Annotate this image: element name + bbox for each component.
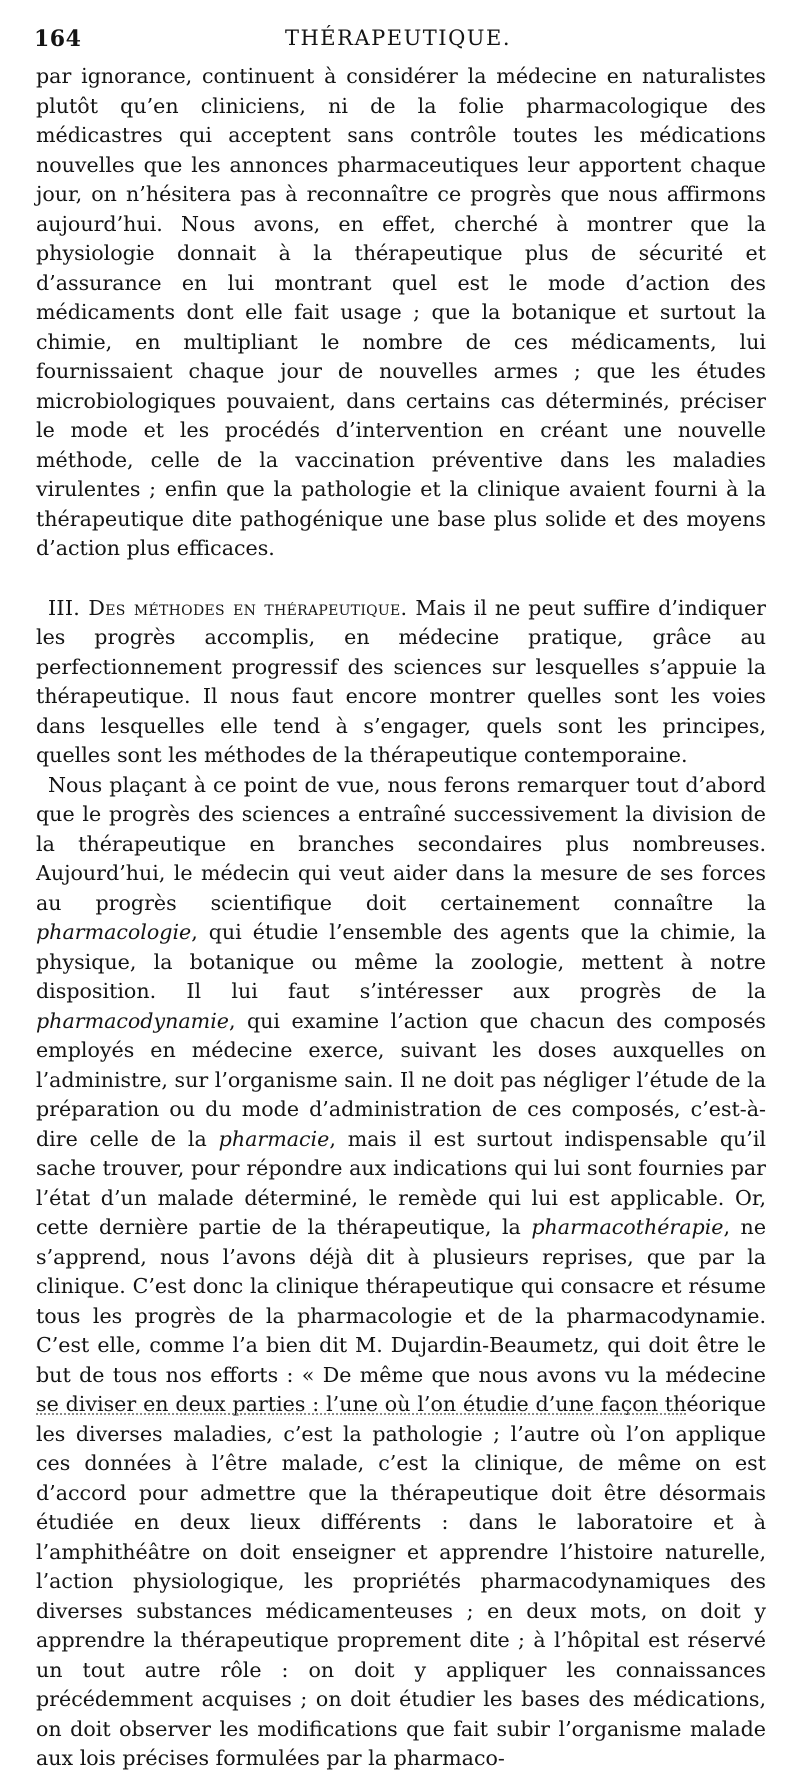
footer-rule	[36, 1413, 686, 1415]
paragraph-3-segment: , mais il est surtout indispensable qu’il sache trouver, pour répondre aux indications qui lui sont fournies par l’état d’un malade déterminé, le remède qui lui est applicable. Or, cette dernière partie de la thérapeutique, la	[36, 1126, 766, 1239]
paragraph-2	[36, 594, 766, 771]
section-title: Des méthodes en thérapeutique.	[88, 595, 408, 620]
paragraph-3-segment: Nous plaçant à ce point de vue, nous ferons remarquer tout d’abord que le progrès des sciences a entraîné successivement la division de la thérapeutique en branches secondaires plus nombreuses. Aujourd’hui, le médecin qui veut aider dans la mesure de ses forces au progrès scientifique doit certainement connaître la	[36, 772, 766, 915]
running-head: THÉRAPEUTIQUE.	[284, 26, 511, 50]
body-text	[36, 62, 766, 1774]
term-pharmacologie: pharmacologie	[36, 920, 192, 944]
page-number: 164	[34, 26, 82, 52]
term-pharmacie: pharmacie	[218, 1126, 330, 1151]
paragraph-3-segment: , ne s’apprend, nous l’avons déjà dit à plusieurs reprises, que par la clinique. C’est donc la clinique thérapeutique qui consacre et résume tous les progrès de la pharmacologie et de la pharmacodynamie. C’est elle, comme l’a bien dit M. Dujardin-Beaumetz, qui doit être le but de tous nos efforts : « De même que nous avons vu la médecine se diviser en deux parties : l’une où l’on étudie d’une façon théorique les diverses maladies, c’est la pathologie ; l’autre où l’on applique ces données à l’être malade, c’est la clinique, de même on est d’accord pour admettre que la thérapeutique doit être désormais étudiée en deux lieux différents : dans le laboratoire et à l’amphithéâtre on doit enseigner et apprendre l’histoire naturelle, l’action physiologique, les propriétés pharmacodynamiques des diverses substances médicamenteuses ; en deux mots, on doit y apprendre la thérapeutique proprement dite ; à l’hôpital est réservé un tout autre rôle : on doit y appliquer les connaissances précédemment acquises ; on doit étudier les bases des médications, on doit observer les modifications que fait subir l’organisme malade aux lois précises formulées par la pharmaco-	[36, 1215, 766, 1770]
section-spacer	[36, 564, 766, 594]
section-number: III.	[48, 595, 81, 620]
paragraph-1: par ignorance, continuent à considérer la médecine en naturalistes plutôt qu’en cliniciens, ni de la folie pharmacologique des médicastres qui acceptent sans contrôle toutes les médications nouvelles que les annonces pharmaceutiques leur apportent chaque jour, on n’hésitera pas à reconnaître ce progrès que nous affirmons aujourd’hui. Nous avons, en effet, cherché à montrer que la physiologie donnait à la thérapeutique plus de sécurité et d’assurance en lui montrant quel est le mode d’action des médicaments dont elle fait usage ; que la botanique et surtout la chimie, en multipliant le nombre de ces médicaments, lui fournissaient chaque jour de nouvelles armes ; que les études microbiologiques pouvaient, dans certains cas déterminés, préciser le mode et les procédés d’intervention en créant une nouvelle méthode, celle de la vaccination préventive dans les maladies virulentes ; enfin que la pathologie et la clinique avaient fourni à la thérapeutique dite pathogénique une base plus solide et des moyens d’action plus efficaces.	[36, 64, 766, 560]
page-header	[34, 18, 762, 58]
term-pharmacotherapie: pharmacothérapie	[531, 1215, 724, 1239]
term-pharmacodynamie: pharmacodynamie	[36, 1008, 229, 1033]
paragraph-3-segment: , qui étudie l’ensemble des agents que la chimie, la physique, la botanique ou même la zoologie, mettent à notre disposition. Il lui faut s’intéresser aux progrès de la	[36, 920, 766, 1003]
paragraph-3	[36, 771, 766, 1774]
paragraph-2-text: Mais il ne peut suffire d’indiquer les progrès accomplis, en médecine pratique, grâce au perfectionnement progressif des sciences sur lesquelles s’appuie la thérapeutique. Il nous faut encore montrer quelles sont les voies dans lesquelles elle tend à s’engager, quels sont les principes, quelles sont les méthodes de la thérapeutique contemporaine.	[36, 595, 766, 767]
paragraph-3-segment: , qui examine l’action que chacun des composés employés en médecine exerce, suivant les doses auxquelles on l’administre, sur l’organisme sain. Il ne doit pas négliger l’étude de la préparation ou du mode d’administration de ces composés, c’est-à-dire celle de la	[36, 1008, 767, 1151]
section-heading	[48, 596, 407, 620]
